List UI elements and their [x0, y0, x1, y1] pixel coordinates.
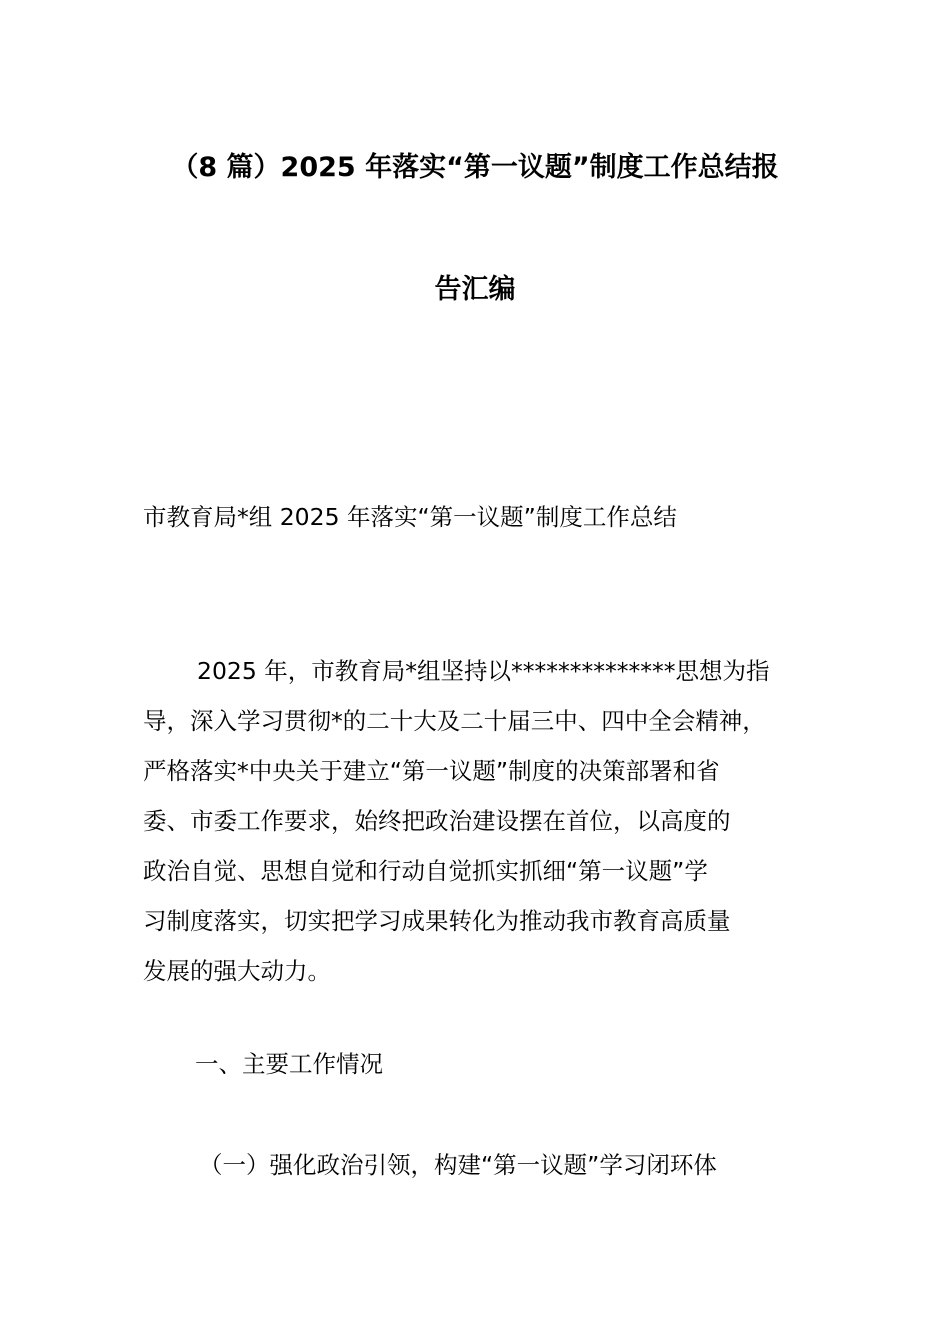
section-heading: 一、主要工作情况 [195, 1050, 383, 1078]
document-subtitle: 市教育局*组 2025 年落实“第一议题”制度工作总结 [143, 503, 677, 531]
paragraph-line: 严格落实*中央关于建立“第一议题”制度的决策部署和省 [143, 757, 720, 785]
paragraph-line: 导，深入学习贯彻*的二十大及二十届三中、四中全会精神， [143, 707, 766, 735]
subsection-heading: （一）强化政治引领，构建“第一议题”学习闭环体 [199, 1151, 717, 1179]
paragraph-line: 委、市委工作要求，始终把政治建设摆在首位，以高度的 [143, 807, 731, 835]
intro-paragraph [143, 646, 833, 996]
document-title-line-2: 告汇编 [434, 274, 516, 305]
paragraph-line: 习制度落实，切实把学习成果转化为推动我市教育高质量 [143, 907, 731, 935]
paragraph-line: 发展的强大动力。 [143, 957, 331, 985]
paragraph-line: 2025 年，市教育局*组坚持以**************思想为指 [197, 657, 770, 685]
document-title-line-1: （8 篇）2025 年落实“第一议题”制度工作总结报 [171, 152, 779, 183]
paragraph-line: 政治自觉、思想自觉和行动自觉抓实抓细“第一议题”学 [143, 857, 708, 885]
